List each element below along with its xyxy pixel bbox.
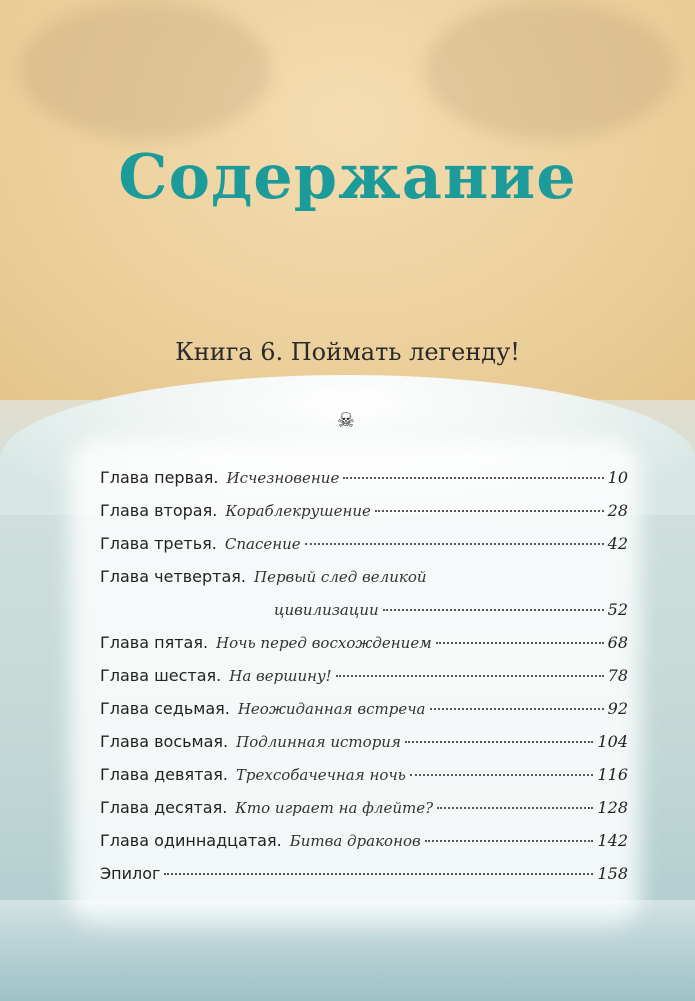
- foliage-decoration: [425, 0, 675, 140]
- page-number: 128: [597, 798, 628, 817]
- page-title: Содержание: [118, 140, 577, 213]
- chapter-label: Глава шестая.: [100, 666, 222, 685]
- chapter-label: Эпилог: [100, 864, 161, 883]
- leader-dots: [410, 774, 594, 776]
- chapter-title: Битва драконов: [289, 832, 421, 850]
- leader-dots: [405, 741, 594, 743]
- chapter-label: Глава одиннадцатая.: [100, 831, 282, 850]
- chapter-label: Глава девятая.: [100, 765, 228, 784]
- chapter-title: Спасение: [224, 535, 301, 553]
- page-number: 28: [607, 501, 628, 520]
- chapter-label: Глава третья.: [100, 534, 217, 553]
- leader-dots: [436, 642, 604, 644]
- chapter-label: Глава четвертая.: [100, 567, 246, 586]
- chapter-label: Глава седьмая.: [100, 699, 230, 718]
- toc-entry-continuation[interactable]: [100, 600, 628, 633]
- leader-dots: [383, 609, 604, 611]
- leader-dots: [437, 807, 593, 809]
- toc-entry[interactable]: [100, 534, 628, 567]
- toc-entry[interactable]: [100, 468, 628, 501]
- chapter-title: На вершину!: [229, 667, 332, 685]
- page-number: 142: [597, 831, 628, 850]
- chapter-title: Неожиданная встреча: [237, 700, 426, 718]
- toc-entry[interactable]: [100, 765, 628, 798]
- page-number: 68: [607, 633, 628, 652]
- toc-entry[interactable]: [100, 831, 628, 864]
- toc-entry[interactable]: [100, 633, 628, 666]
- page-number: 10: [607, 468, 628, 487]
- chapter-title: Кто играет на флейте?: [235, 799, 434, 817]
- leader-dots: [336, 675, 604, 677]
- chapter-label: Глава первая.: [100, 468, 219, 487]
- chapter-label: Глава восьмая.: [100, 732, 229, 751]
- leader-dots: [343, 477, 603, 479]
- chapter-title: Ночь перед восхождением: [216, 634, 432, 652]
- leader-dots: [425, 840, 594, 842]
- chapter-label: Глава пятая.: [100, 633, 209, 652]
- chapter-title: Исчезновение: [226, 469, 340, 487]
- leader-dots: [375, 510, 604, 512]
- toc-entry[interactable]: [100, 732, 628, 765]
- chapter-label: Глава десятая.: [100, 798, 228, 817]
- chapter-label: Глава вторая.: [100, 501, 218, 520]
- toc-entry[interactable]: [100, 666, 628, 699]
- page-number: 116: [597, 765, 628, 784]
- toc-entry[interactable]: [100, 864, 628, 897]
- page-number: 158: [597, 864, 628, 883]
- table-of-contents: [100, 468, 628, 897]
- toc-entry[interactable]: [100, 567, 628, 600]
- page-number: 92: [607, 699, 628, 718]
- page-number: 104: [597, 732, 628, 751]
- leader-dots: [164, 873, 593, 875]
- book-subtitle: Книга 6. Поймать легенду!: [175, 338, 520, 366]
- chapter-title: Кораблекрушение: [225, 502, 371, 520]
- sea-foam: [0, 900, 695, 1001]
- toc-entry[interactable]: [100, 501, 628, 534]
- toc-entry[interactable]: [100, 699, 628, 732]
- leader-dots: [430, 708, 604, 710]
- chapter-title: Первый след великой: [254, 568, 427, 586]
- page-number: 78: [607, 666, 628, 685]
- skull-crossbones-icon: ☠: [337, 408, 355, 432]
- toc-entry[interactable]: [100, 798, 628, 831]
- foliage-decoration: [20, 0, 270, 140]
- chapter-title: Трехсобачечная ночь: [235, 766, 406, 784]
- chapter-title: цивилизации: [274, 601, 379, 619]
- page-number: 52: [607, 600, 628, 619]
- chapter-title: Подлинная история: [236, 733, 401, 751]
- page-number: 42: [607, 534, 628, 553]
- leader-dots: [305, 543, 604, 545]
